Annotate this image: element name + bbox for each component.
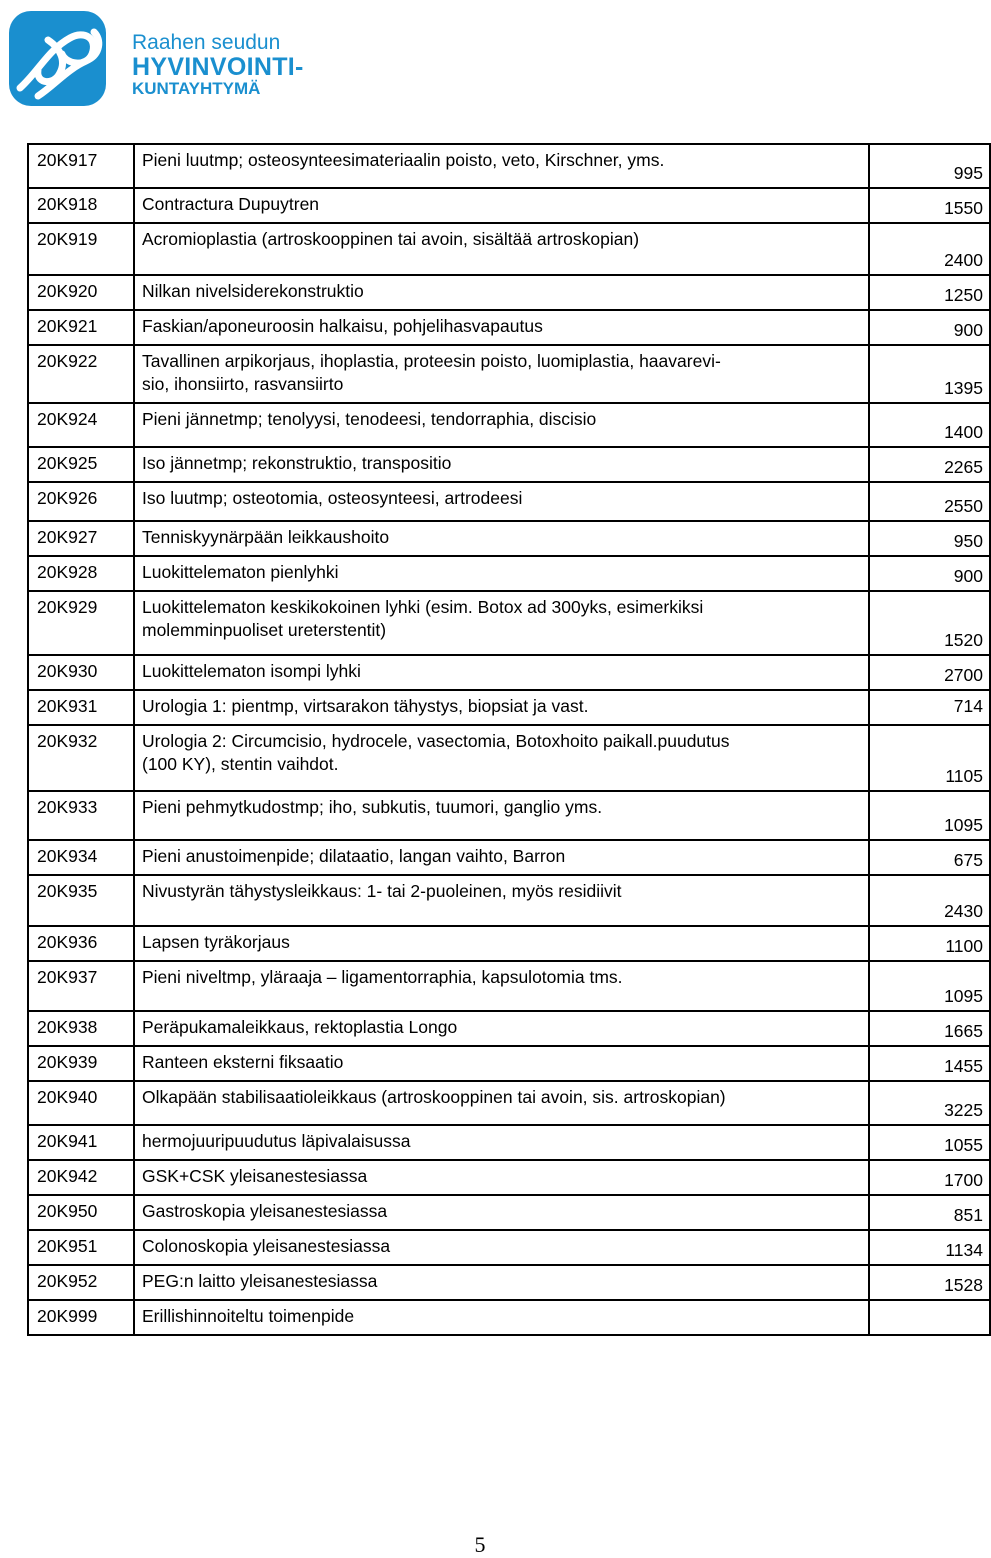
- description-line: Contractura Dupuytren: [142, 194, 320, 214]
- description-line: Faskian/aponeuroosin halkaisu, pohjelihasvapautus: [142, 316, 543, 336]
- procedure-code: 20K950: [28, 1195, 134, 1230]
- procedure-description: [134, 1160, 869, 1195]
- procedure-code: 20K937: [28, 961, 134, 1011]
- description-line: hermojuuripuudutus läpivalaisussa: [142, 1131, 411, 1151]
- procedure-price: 1455: [869, 1046, 990, 1081]
- procedure-price: 1105: [869, 725, 990, 791]
- procedure-code: 20K951: [28, 1230, 134, 1265]
- description-line: GSK+CSK yleisanestesiassa: [142, 1166, 368, 1186]
- procedure-code: 20K929: [28, 591, 134, 655]
- description-line: Nilkan nivelsiderekonstruktio: [142, 281, 364, 301]
- procedure-price: 714: [869, 690, 990, 725]
- procedure-code: 20K930: [28, 655, 134, 690]
- procedure-code: 20K939: [28, 1046, 134, 1081]
- procedure-price: 675: [869, 840, 990, 875]
- procedure-price: 2400: [869, 223, 990, 275]
- table-row: [28, 926, 990, 961]
- procedure-code: 20K933: [28, 791, 134, 840]
- procedure-code: 20K932: [28, 725, 134, 791]
- procedure-description: [134, 690, 869, 725]
- procedure-price: 1520: [869, 591, 990, 655]
- procedure-description: [134, 1265, 869, 1300]
- procedure-price: 995: [869, 144, 990, 188]
- procedure-code: 20K918: [28, 188, 134, 223]
- logo-line-3: KUNTAYHTYMÄ: [132, 79, 261, 98]
- procedure-description: [134, 223, 869, 275]
- procedure-description: [134, 556, 869, 591]
- table-row: [28, 521, 990, 556]
- procedure-price: 900: [869, 310, 990, 345]
- procedure-price: [869, 1300, 990, 1335]
- description-line: Iso jännetmp; rekonstruktio, transpositio: [142, 453, 452, 473]
- procedure-code: 20K917: [28, 144, 134, 188]
- table-row: [28, 310, 990, 345]
- procedure-description: [134, 725, 869, 791]
- description-line: Pieni pehmytkudostmp; iho, subkutis, tuumori, ganglio yms.: [142, 797, 603, 817]
- procedure-price: 851: [869, 1195, 990, 1230]
- procedure-price: 1700: [869, 1160, 990, 1195]
- procedure-code: 20K934: [28, 840, 134, 875]
- procedure-description: [134, 1195, 869, 1230]
- procedure-code: 20K919: [28, 223, 134, 275]
- table-row: [28, 961, 990, 1011]
- procedure-description: [134, 1300, 869, 1335]
- procedure-code: 20K936: [28, 926, 134, 961]
- procedure-price: 2265: [869, 447, 990, 482]
- table-row: [28, 591, 990, 655]
- procedure-price: 1400: [869, 403, 990, 447]
- procedure-description: [134, 875, 869, 926]
- procedure-price: 900: [869, 556, 990, 591]
- table-row: [28, 1230, 990, 1265]
- procedure-price: 1100: [869, 926, 990, 961]
- procedure-price: 2550: [869, 482, 990, 521]
- table-row: [28, 1125, 990, 1160]
- procedure-price: 1665: [869, 1011, 990, 1046]
- procedure-code: 20K952: [28, 1265, 134, 1300]
- procedure-description: [134, 655, 869, 690]
- procedure-description: [134, 840, 869, 875]
- procedure-price: 2700: [869, 655, 990, 690]
- table-row: [28, 1046, 990, 1081]
- procedure-description: [134, 447, 869, 482]
- procedure-code: 20K941: [28, 1125, 134, 1160]
- description-line: Pieni niveltmp, yläraaja – ligamentorraphia, kapsulotomia tms.: [142, 967, 623, 987]
- procedure-price: 1134: [869, 1230, 990, 1265]
- procedure-price: 3225: [869, 1081, 990, 1125]
- procedure-code: 20K924: [28, 403, 134, 447]
- table-row: [28, 1300, 990, 1335]
- description-line: Urologia 2: Circumcisio, hydrocele, vasectomia, Botoxhoito paikall.puudutus: [142, 731, 730, 751]
- description-line: molemminpuoliset ureterstentit): [142, 620, 387, 640]
- procedure-price: 1250: [869, 275, 990, 310]
- table-row: [28, 1160, 990, 1195]
- procedure-code: 20K926: [28, 482, 134, 521]
- description-line: Nivustyrän tähystysleikkaus: 1- tai 2-puoleinen, myös residiivit: [142, 881, 622, 901]
- table-row: [28, 223, 990, 275]
- procedure-description: [134, 926, 869, 961]
- procedure-code: 20K928: [28, 556, 134, 591]
- table-row: [28, 556, 990, 591]
- description-line: Colonoskopia yleisanestesiassa: [142, 1236, 391, 1256]
- procedure-description: [134, 1046, 869, 1081]
- table-row: [28, 188, 990, 223]
- description-line: Urologia 1: pientmp, virtsarakon tähystys, biopsiat ja vast.: [142, 696, 589, 716]
- page-number: 5: [474, 1532, 486, 1557]
- description-line: Lapsen tyräkorjaus: [142, 932, 290, 952]
- procedure-price: 1055: [869, 1125, 990, 1160]
- procedure-description: [134, 188, 869, 223]
- table-row: [28, 1011, 990, 1046]
- table-row: [28, 345, 990, 403]
- procedure-price: 1095: [869, 791, 990, 840]
- description-line: Luokittelematon isompi lyhki: [142, 661, 361, 681]
- procedure-code: 20K925: [28, 447, 134, 482]
- procedure-code: 20K999: [28, 1300, 134, 1335]
- table-row: [28, 403, 990, 447]
- procedure-price: 950: [869, 521, 990, 556]
- procedure-description: [134, 403, 869, 447]
- procedure-description: [134, 345, 869, 403]
- procedure-description: [134, 1081, 869, 1125]
- description-line: Tenniskyynärpään leikkaushoito: [142, 527, 390, 547]
- procedure-description: [134, 521, 869, 556]
- logo-line-1: Raahen seudun: [132, 31, 281, 54]
- procedure-code: 20K935: [28, 875, 134, 926]
- table-row: [28, 275, 990, 310]
- procedure-price: 1095: [869, 961, 990, 1011]
- table-body: [28, 144, 990, 1335]
- table-row: [28, 655, 990, 690]
- table-row: [28, 1265, 990, 1300]
- description-line: Iso luutmp; osteotomia, osteosynteesi, artrodeesi: [142, 488, 523, 508]
- table-row: [28, 791, 990, 840]
- procedure-description: [134, 1125, 869, 1160]
- procedure-code: 20K938: [28, 1011, 134, 1046]
- knot-logo-icon: [8, 10, 108, 108]
- description-line: Luokittelematon keskikokoinen lyhki (esim. Botox ad 300yks, esimerkiksi: [142, 597, 704, 617]
- procedure-code: 20K921: [28, 310, 134, 345]
- procedure-description: [134, 144, 869, 188]
- procedure-code: 20K920: [28, 275, 134, 310]
- description-line: (100 KY), stentin vaihdot.: [142, 754, 339, 774]
- description-line: PEG:n laitto yleisanestesiassa: [142, 1271, 378, 1291]
- description-line: Gastroskopia yleisanestesiassa: [142, 1201, 388, 1221]
- table-row: [28, 447, 990, 482]
- procedure-code: 20K942: [28, 1160, 134, 1195]
- procedure-description: [134, 310, 869, 345]
- description-line: Luokittelematon pienlyhki: [142, 562, 339, 582]
- description-line: Tavallinen arpikorjaus, ihoplastia, proteesin poisto, luomiplastia, haavarevi-: [142, 351, 721, 371]
- procedure-code: 20K931: [28, 690, 134, 725]
- procedure-description: [134, 591, 869, 655]
- description-line: Acromioplastia (artroskooppinen tai avoin, sisältää artroskopian): [142, 229, 640, 249]
- logo-wordmark: [132, 32, 304, 98]
- description-line: Olkapään stabilisaatioleikkaus (artroskooppinen tai avoin, sis. artroskopian): [142, 1087, 726, 1107]
- description-line: Pieni anustoimenpide; dilataatio, langan vaihto, Barron: [142, 846, 566, 866]
- description-line: Ranteen eksterni fiksaatio: [142, 1052, 344, 1072]
- procedure-price: 1395: [869, 345, 990, 403]
- procedure-price-table: [27, 143, 991, 1336]
- procedure-price: 2430: [869, 875, 990, 926]
- procedure-code: 20K940: [28, 1081, 134, 1125]
- description-line: sio, ihonsiirto, rasvansiirto: [142, 374, 344, 394]
- table-row: [28, 875, 990, 926]
- procedure-description: [134, 1011, 869, 1046]
- procedure-description: [134, 482, 869, 521]
- organization-logo: [8, 10, 348, 110]
- table-row: [28, 690, 990, 725]
- procedure-price: 1528: [869, 1265, 990, 1300]
- table-row: [28, 482, 990, 521]
- logo-line-2: HYVINVOINTI-: [132, 53, 304, 81]
- procedure-price: 1550: [869, 188, 990, 223]
- description-line: Peräpukamaleikkaus, rektoplastia Longo: [142, 1017, 458, 1037]
- description-line: Pieni jännetmp; tenolyysi, tenodeesi, tendorraphia, discisio: [142, 409, 597, 429]
- table-row: [28, 840, 990, 875]
- table-row: [28, 1195, 990, 1230]
- procedure-description: [134, 1230, 869, 1265]
- procedure-code: 20K922: [28, 345, 134, 403]
- table-row: [28, 725, 990, 791]
- description-line: Pieni luutmp; osteosynteesimateriaalin poisto, veto, Kirschner, yms.: [142, 150, 665, 170]
- description-line: Erillishinnoiteltu toimenpide: [142, 1306, 355, 1326]
- table-row: [28, 1081, 990, 1125]
- procedure-code: 20K927: [28, 521, 134, 556]
- table-row: [28, 144, 990, 188]
- procedure-description: [134, 791, 869, 840]
- procedure-description: [134, 961, 869, 1011]
- procedure-description: [134, 275, 869, 310]
